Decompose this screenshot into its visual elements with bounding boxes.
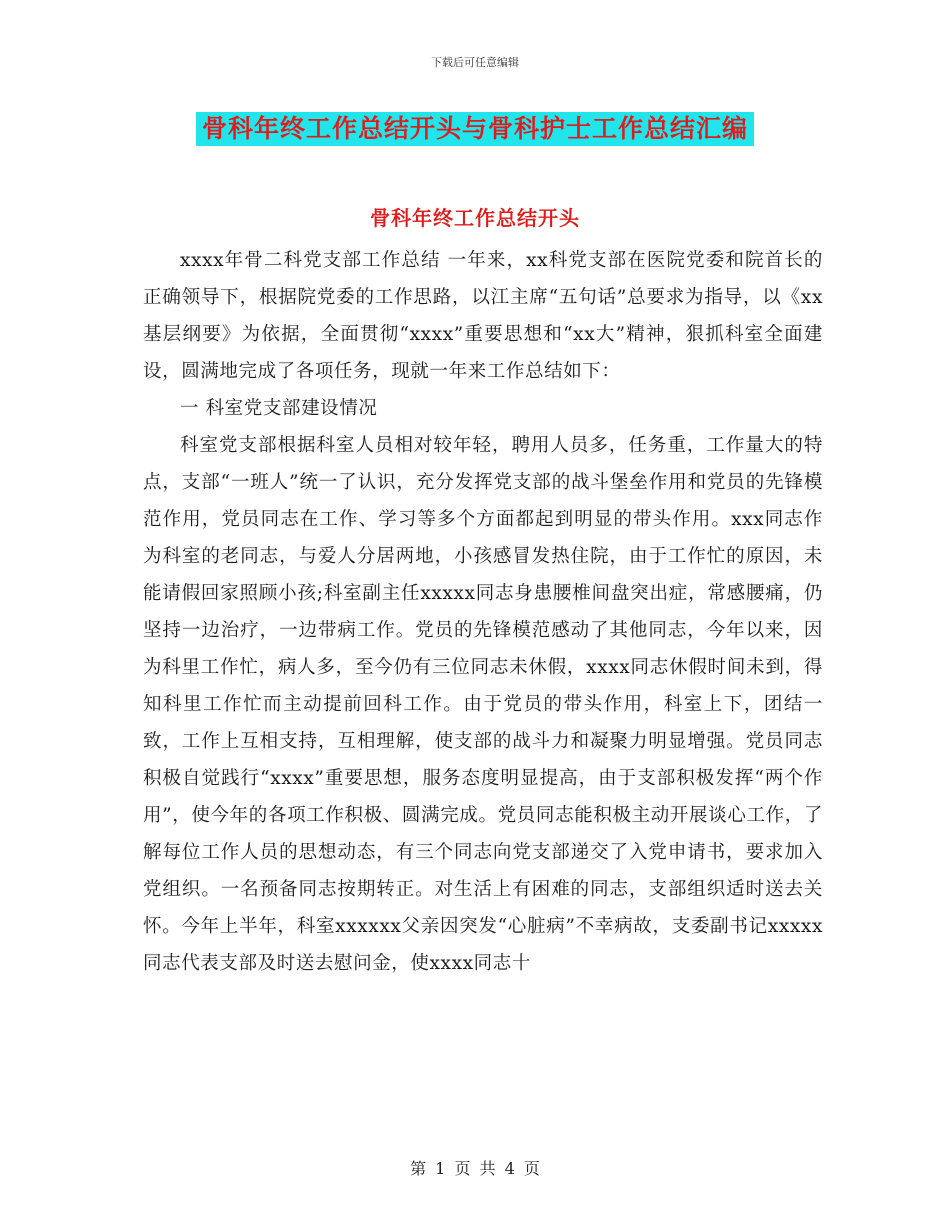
paragraph-heading: 一 科室党支部建设情况 <box>180 398 378 419</box>
document-body <box>143 242 823 982</box>
document-title-container <box>0 112 950 146</box>
page-footer: 第 1 页 共 4 页 <box>410 1159 540 1178</box>
header-note: 下载后可任意编辑 <box>431 56 519 69</box>
document-title: 骨科年终工作总结开头与骨科护士工作总结汇编 <box>196 112 754 146</box>
paragraph-intro: xxxx年骨二科党支部工作总结 一年来，xx科党支部在医院党委和院首长的正确领导下，根据院党委的工作思路，以江主席“五句话”总要求为指导，以《xx基层纲要》为依据，全面贯彻“xxxx”重要思想和“xx大”精神，狠抓科室全面建设，圆满地完成了各项任务，现就一年来工作总结如下： <box>143 250 823 382</box>
paragraph-party-branch: 科室党支部根据科室人员相对较年轻，聘用人员多，任务重，工作量大的特点，支部“一班人”统一了认识，充分发挥党支部的战斗堡垒作用和党员的先锋模范作用，党员同志在工作、学习等多个方面都起到明显的带头作用。xxx同志作为科室的老同志，与爱人分居两地，小孩感冒发热住院，由于工作忙的原因，未能请假回家照顾小孩;科室副主任xxxxx同志身患腰椎间盘突出症，常感腰痛，仍坚持一边治疗，一边带病工作。党员的先锋模范感动了其他同志，今年以来，因为科里工作忙，病人多，至今仍有三位同志未休假，xxxx同志休假时间未到，得知科里工作忙而主动提前回科工作。由于党员的带头作用，科室上下，团结一致，工作上互相支持，互相理解，使支部的战斗力和凝聚力明显增强。党员同志积极自觉践行“xxxx”重要思想，服务态度明显提高，由于支部积极发挥“两个作用”，使今年的各项工作积极、圆满完成。党员同志能积极主动开展谈心工作，了解每位工作人员的思想动态，有三个同志向党支部递交了入党申请书，要求加入党组织。一名预备同志按期转正。对生活上有困难的同志，支部组织适时送去关怀。今年上半年，科室xxxxxx父亲因突发“心脏病”不幸病故，支委副书记xxxxx同志代表支部及时送去慰问金，使xxxx同志十 <box>143 435 823 974</box>
section-title: 骨科年终工作总结开头 <box>370 206 580 230</box>
